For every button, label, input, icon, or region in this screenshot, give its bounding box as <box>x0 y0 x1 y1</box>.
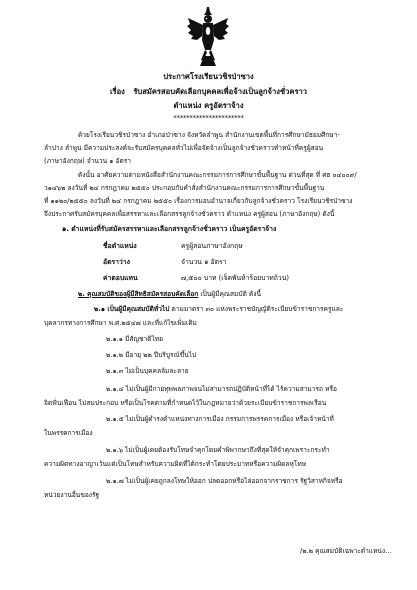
garuda-emblem-icon <box>186 6 230 68</box>
sub-heading-line2: บุคลากรทางการศึกษา พ.ศ.๒๕๔๗ และที่แก้ไขเพิ่มเติม <box>44 319 197 327</box>
section2-heading-rest: เป็นผู้มีคุณสมบัติ ดังนี้ <box>198 290 261 298</box>
kv-label: ค่าตอบแทน <box>103 274 138 282</box>
qualification-item: ๒.๑.๕ ไม่เป็นผู้ดำรงตำแหน่งทางการเมือง กรรมการพรรคการเมือง หรือเจ้าหน้าที่ <box>106 415 334 423</box>
kv-label: อัตราว่าง <box>103 258 130 266</box>
qualification-item: ๒.๑.๒ มีอายุ ๒๒ ปีบริบูรณ์ขึ้นไป <box>106 351 197 359</box>
qualification-item: ๒.๑.๓ ไม่เป็นบุคคลล้มละลาย <box>106 367 189 375</box>
qualification-item: ๒.๑.๖ ไม่เป็นผู้เคยต้องรับโทษจำคุกโดยคำพิพากษาถึงที่สุดให้จำคุกเพราะกระทำ <box>106 446 330 454</box>
sub-heading-bold: ๒.๑ เป็นผู้มีคุณสมบัติทั่วไป <box>94 305 170 313</box>
subject-text: รับสมัครสอบคัดเลือกบุคคลเพื่อจ้างเป็นลูกจ้างชั่วคราว <box>133 87 308 96</box>
qualification-item-cont: จิตฟั่นเฟือน ไม่สมประกอบ หรือเป็นโรคตามที่กำหนดไว้ในกฎหมายว่าด้วยระเบียบข้าราชการพลเรือน <box>44 399 327 407</box>
sub-heading-rest: ตามมาตรา ๓๐ แห่งพระราชบัญญัติระเบียบข้าราชการครูและ <box>169 305 344 313</box>
qualification-item: ๒.๑.๔ ไม่เป็นผู้มีกายทุพพลภาพจนไม่สามารถปฏิบัติหน้าที่ได้ ไร้ความสามารถ หรือ <box>106 385 337 393</box>
qualification-item: ๒.๑.๗ ไม่เป็นผู้เคยถูกลงโทษให้ออก ปลดออกหรือไล่ออกจากราชการ รัฐวิสาหกิจหรือ <box>106 477 343 485</box>
intro-line: ว๑๔๖๒ ลงวันที่ ๒๔ กรกฎาคม ๒๕๕๐ ประกอบกับคำสั่งสำนักงานคณะกรรมการการศึกษาขั้นพื้นฐาน <box>44 184 325 192</box>
sub-heading <box>94 304 343 314</box>
intro-line: (ภาษาอังกฤษ) จำนวน ๑ อัตรา <box>44 157 131 165</box>
section2-heading-bold: ๒. คุณสมบัติของผู้มีสิทธิสมัครสอบคัดเลือก <box>78 290 199 298</box>
intro-line: ด้วยโรงเรียนวชิรป่าซาง อำเภอป่าซาง จังหวัดลำพูน สำนักงานเขตพื้นที่การศึกษามัธยมศึกษา- <box>78 131 340 139</box>
intro-line: จึงประกาศรับสมัครบุคคลเพื่อสรรหาและเลือกสรรลูกจ้างชั่วคราว ตำแหน่ง ครูผู้สอน (ภาษาอังกฤษ) ดังนี้ <box>44 210 335 218</box>
position-title: ตำแหน่ง ครูอัตราจ้าง <box>173 101 244 110</box>
kv-value: จำนวน ๑ อัตรา <box>181 258 227 266</box>
kv-value: ๗,๕๐๐ บาท (เจ็ดพันห้าร้อยบาทถ้วน) <box>181 274 289 282</box>
kv-value: ครูผู้สอนภาษาอังกฤษ <box>181 242 243 250</box>
qualification-item-cont: ความผิดทางอาญาเว้นแต่เป็นโทษสำหรับความผิดที่ได้กระทำโดยประมาทหรือความผิดลหุโทษ <box>44 460 307 468</box>
announcement-title: ประกาศโรงเรียนวชิรป่าซาง <box>163 72 254 81</box>
kv-label: ชื่อตำแหน่ง <box>103 242 137 250</box>
section2-heading <box>78 289 261 299</box>
intro-line: ดังนั้น อาศัยความตามหนังสือสำนักงานคณะกรรมการการศึกษาขั้นพื้นฐาน ด่วนที่สุด ที่ ศธ ๐๔๐๐๙/ <box>78 171 357 179</box>
intro-line: ลำปาง ลำพูน มีความประสงค์จะรับสมัครบุคคลทั่วไปเพื่อจัดจ้างเป็นลูกจ้างชั่วคราวทำหน้าที่ครูผู้สอน <box>44 144 324 152</box>
qualification-item: ๒.๑.๑ มีสัญชาติไทย <box>106 335 163 343</box>
qualification-item-cont: ในพรรคการเมือง <box>44 429 93 437</box>
announcement-subject <box>0 87 417 97</box>
qualification-item-cont: หน่วยงานอื่นของรัฐ <box>44 491 100 499</box>
section1-heading: ๑. ตำแหน่งที่รับสมัครสรรหาและเลือกสรรลูกจ้างชั่วคราว เป็นครูอัตราจ้าง <box>62 225 277 233</box>
intro-line: ที่ ๑๑๒๐/๒๕๕๐ ลงวันที่ ๒๔ กรกฎาคม ๒๕๕๐ เรื่องการมอบอำนาจเกี่ยวกับลูกจ้างชั่วคราว โรงเรียนวชิรป่าซาง <box>44 197 353 205</box>
subject-label: เรื่อง <box>109 87 125 96</box>
continuation-note: /๒.๒ คุณสมบัติเฉพาะตำแหน่ง... <box>300 547 392 555</box>
divider-stars: ********************** <box>173 114 244 122</box>
